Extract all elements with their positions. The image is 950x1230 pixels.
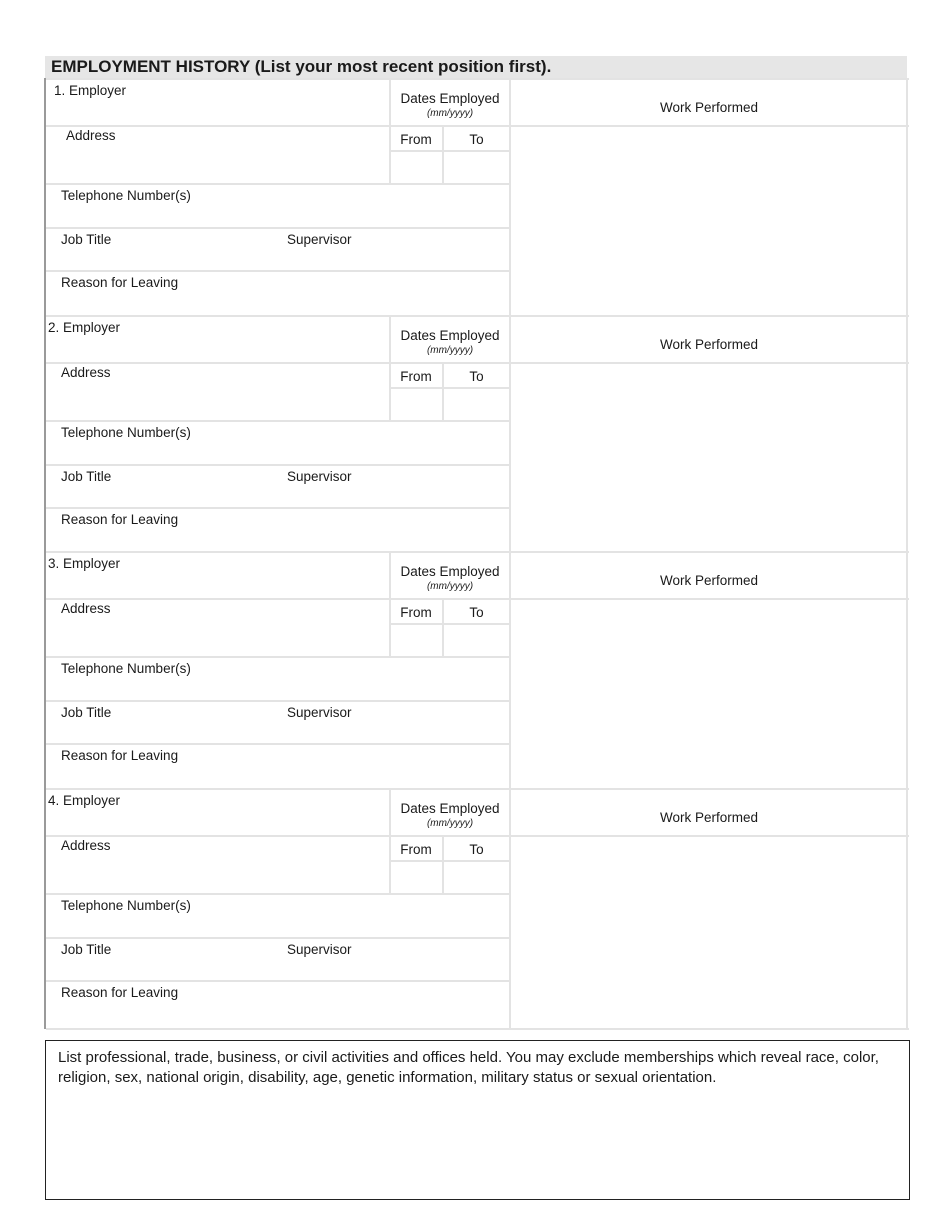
employer-2-from-date-field[interactable]: [391, 389, 442, 420]
employer-2-to-date-field[interactable]: [444, 389, 509, 420]
address-label: Address: [61, 365, 111, 380]
employer-3-reason-field[interactable]: [48, 745, 508, 786]
employer-2-address-field[interactable]: [48, 364, 388, 420]
date-format-hint: (mm/yyyy): [426, 345, 474, 356]
employer-4-supervisor-field[interactable]: [280, 939, 508, 980]
telephone-label: Telephone Number(s): [61, 188, 191, 203]
work-performed-label: Work Performed: [659, 573, 759, 588]
employer-2-job-title-field[interactable]: [48, 466, 278, 507]
employer-label: 2. Employer: [48, 320, 121, 335]
supervisor-label: Supervisor: [287, 942, 352, 957]
activities-instructions: List professional, trade, business, or civil activities and offices held. You may exclude memberships which reveal race, color, religion, sex, national origin, disability, age, genetic information, military status or sexual orientation.: [58, 1049, 879, 1086]
employer-1-telephone-field[interactable]: [48, 185, 508, 227]
employer-1-to-date-field[interactable]: [444, 152, 509, 183]
employer-1-address-field[interactable]: [48, 127, 388, 183]
job-title-label: Job Title: [61, 705, 112, 720]
employer-4-reason-field[interactable]: [48, 982, 508, 1027]
job-title-label: Job Title: [61, 469, 112, 484]
employer-2-supervisor-field[interactable]: [280, 466, 508, 507]
supervisor-label: Supervisor: [287, 232, 352, 247]
from-label: From: [400, 369, 432, 384]
employer-4-job-title-field[interactable]: [48, 939, 278, 980]
table-bottom-border: [46, 1028, 909, 1030]
dates-employed-label: Dates Employed: [400, 328, 500, 343]
work-performed-label: Work Performed: [659, 810, 759, 825]
table-left-border: [44, 78, 46, 1029]
reason-for-leaving-label: Reason for Leaving: [61, 275, 179, 290]
reason-for-leaving-label: Reason for Leaving: [61, 512, 179, 527]
employer-1-name-field[interactable]: [48, 80, 388, 124]
employer-1-from-date-field[interactable]: [391, 152, 442, 183]
employer-2-telephone-field[interactable]: [48, 422, 508, 464]
to-label: To: [469, 132, 484, 147]
employer-2-work-performed-field[interactable]: [511, 364, 906, 549]
employer-3-work-performed-field[interactable]: [511, 600, 906, 786]
section-title: EMPLOYMENT HISTORY (List your most recent position first).: [51, 57, 552, 76]
employer-1-reason-field[interactable]: [48, 272, 508, 313]
address-label: Address: [61, 601, 111, 616]
employer-4-to-date-field[interactable]: [444, 862, 509, 893]
to-label: To: [469, 369, 484, 384]
employer-3-telephone-field[interactable]: [48, 658, 508, 700]
employer-3-address-field[interactable]: [48, 600, 388, 656]
activities-box[interactable]: [45, 1040, 910, 1200]
address-label: Address: [66, 128, 116, 143]
job-title-label: Job Title: [61, 942, 112, 957]
supervisor-label: Supervisor: [287, 705, 352, 720]
employer-1-work-performed-field[interactable]: [511, 127, 906, 313]
employer-3-job-title-field[interactable]: [48, 702, 278, 743]
employer-1-job-title-field[interactable]: [48, 229, 278, 270]
employer-2-reason-field[interactable]: [48, 509, 508, 549]
reason-for-leaving-label: Reason for Leaving: [61, 985, 179, 1000]
telephone-label: Telephone Number(s): [61, 425, 191, 440]
date-format-hint: (mm/yyyy): [426, 581, 474, 592]
date-format-hint: (mm/yyyy): [426, 818, 474, 829]
employer-label: 3. Employer: [48, 556, 121, 571]
employer-label: 4. Employer: [48, 793, 121, 808]
employer-2-name-field[interactable]: [48, 317, 388, 361]
dates-employed-label: Dates Employed: [400, 91, 500, 106]
from-label: From: [400, 605, 432, 620]
employer-4-from-date-field[interactable]: [391, 862, 442, 893]
work-performed-label: Work Performed: [659, 337, 759, 352]
job-title-label: Job Title: [61, 232, 112, 247]
from-label: From: [400, 132, 432, 147]
employer-4-name-field[interactable]: [48, 790, 388, 834]
employer-4-address-field[interactable]: [48, 837, 388, 893]
dates-employed-label: Dates Employed: [400, 564, 500, 579]
employer-3-from-date-field[interactable]: [391, 625, 442, 656]
telephone-label: Telephone Number(s): [61, 898, 191, 913]
employer-3-name-field[interactable]: [48, 553, 388, 597]
employer-4-telephone-field[interactable]: [48, 895, 508, 937]
employer-3-to-date-field[interactable]: [444, 625, 509, 656]
address-label: Address: [61, 838, 111, 853]
telephone-label: Telephone Number(s): [61, 661, 191, 676]
to-label: To: [469, 842, 484, 857]
to-label: To: [469, 605, 484, 620]
supervisor-label: Supervisor: [287, 469, 352, 484]
from-label: From: [400, 842, 432, 857]
date-format-hint: (mm/yyyy): [426, 108, 474, 119]
employer-label: 1. Employer: [54, 83, 127, 98]
reason-for-leaving-label: Reason for Leaving: [61, 748, 179, 763]
employer-4-work-performed-field[interactable]: [511, 837, 906, 1027]
dates-employed-label: Dates Employed: [400, 801, 500, 816]
employer-1-supervisor-field[interactable]: [280, 229, 508, 270]
work-performed-label: Work Performed: [659, 100, 759, 115]
employer-3-supervisor-field[interactable]: [280, 702, 508, 743]
